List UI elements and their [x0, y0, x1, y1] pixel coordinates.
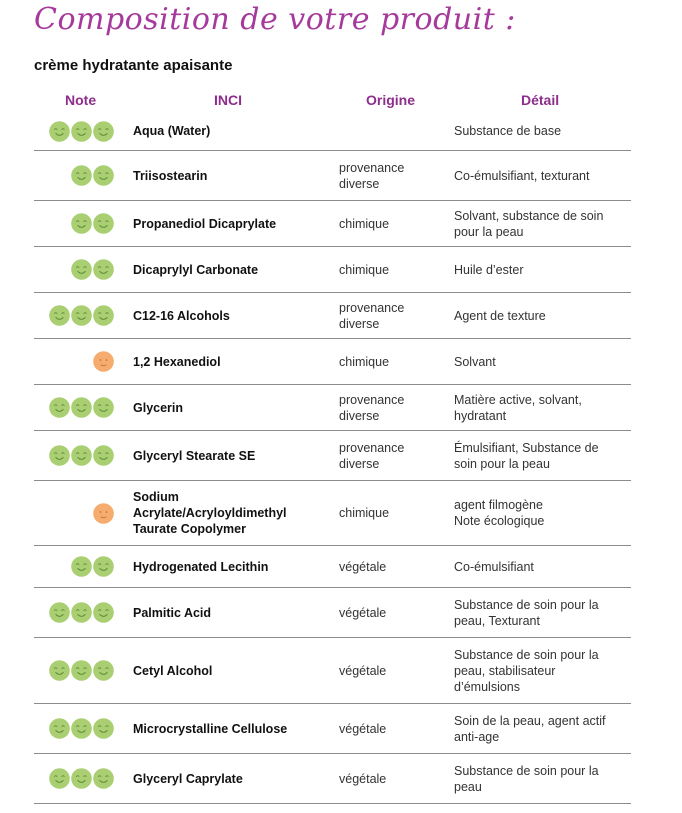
origine-cell: [339, 385, 439, 430]
good-face-icon: [71, 556, 92, 577]
inci-cell: [133, 385, 323, 430]
good-face-icon: [49, 768, 70, 789]
detail-cell-text: Matière active, solvant, hydratant: [454, 392, 582, 423]
origine-cell: [339, 704, 439, 753]
inci-cell: [133, 588, 323, 637]
neutral-face-icon: [93, 351, 114, 372]
origine-cell: [339, 293, 439, 338]
good-face-icon: [93, 305, 114, 326]
origine-cell: [339, 151, 439, 200]
origine-cell-text: provenance diverse: [339, 440, 405, 471]
inci-cell: [133, 546, 323, 587]
table-row: [34, 201, 631, 247]
header-detail: Détail: [521, 92, 560, 108]
inci-cell-text: Glycerin: [133, 400, 184, 415]
rating-cell: [34, 754, 114, 803]
detail-cell-text: Substance de base: [454, 124, 562, 138]
good-face-icon: [71, 718, 92, 739]
good-face-icon: [93, 718, 114, 739]
inci-cell-text: Cetyl Alcohol: [133, 663, 213, 678]
inci-cell: [133, 151, 323, 200]
good-face-icon: [71, 660, 92, 681]
origine-cell: [339, 112, 439, 150]
origine-cell: [339, 588, 439, 637]
table-row: [34, 704, 631, 754]
table-row: [34, 385, 631, 431]
detail-cell: [454, 112, 619, 150]
page-title: Composition de votre produit :: [34, 2, 516, 37]
rating-cell: [34, 201, 114, 246]
detail-cell-text: Co-émulsifiant: [454, 559, 534, 574]
origine-cell-text: provenance diverse: [339, 160, 405, 191]
origine-cell: [339, 754, 439, 803]
inci-cell: [133, 754, 323, 803]
detail-cell-text: Huile d’ester: [454, 262, 524, 277]
inci-cell-text: C12-16 Alcohols: [133, 308, 230, 323]
good-face-icon: [49, 718, 70, 739]
detail-cell: [454, 293, 619, 338]
table-row: [34, 754, 631, 804]
good-face-icon: [49, 602, 70, 623]
good-face-icon: [93, 556, 114, 577]
ingredients-table: [34, 112, 631, 804]
origine-cell: [339, 339, 439, 384]
rating-cell: [34, 431, 114, 480]
detail-cell: [454, 546, 619, 587]
detail-cell: [454, 151, 619, 200]
rating-cell: [34, 638, 114, 703]
good-face-icon: [49, 121, 70, 142]
rating-cell: [34, 112, 114, 150]
detail-cell-text: Co-émulsifiant, texturant: [454, 168, 590, 183]
good-face-icon: [71, 397, 92, 418]
origine-cell-text: chimique: [339, 216, 390, 231]
inci-cell-text: Triisostearin: [133, 168, 208, 183]
table-row: [34, 431, 631, 481]
good-face-icon: [71, 121, 92, 142]
header-note: Note: [65, 92, 97, 108]
inci-cell-text: Aqua (Water): [133, 124, 211, 138]
good-face-icon: [71, 259, 92, 280]
inci-cell: [133, 247, 323, 292]
detail-cell-text: Soin de la peau, agent actif anti-age: [454, 713, 606, 744]
detail-cell-text: Agent de texture: [454, 308, 546, 323]
inci-cell-text: Palmitic Acid: [133, 605, 212, 620]
detail-cell-text: Substance de soin pour la peau, stabilisateur d’émulsions: [454, 647, 599, 694]
rating-cell: [34, 481, 114, 545]
origine-cell-text: provenance diverse: [339, 392, 405, 423]
inci-cell-text: Sodium Acrylate/Acryloyldimethyl Taurate Copolymer: [133, 490, 287, 536]
inci-cell-text: Dicaprylyl Carbonate: [133, 262, 259, 277]
header-origine: Origine: [366, 92, 416, 108]
origine-cell-text: végétale: [339, 663, 387, 678]
detail-cell-text: Émulsifiant, Substance de soin pour la peau: [454, 440, 599, 471]
good-face-icon: [71, 213, 92, 234]
detail-cell: [454, 431, 619, 480]
origine-cell: [339, 247, 439, 292]
good-face-icon: [93, 121, 114, 142]
good-face-icon: [49, 660, 70, 681]
table-row: [34, 481, 631, 546]
origine-cell: [339, 201, 439, 246]
neutral-face-icon: [93, 503, 114, 524]
origine-cell: [339, 546, 439, 587]
table-row: [34, 293, 631, 339]
origine-cell: [339, 431, 439, 480]
inci-cell: [133, 112, 323, 150]
table-row: [34, 112, 631, 151]
table-row: [34, 546, 631, 588]
origine-cell-text: végétale: [339, 721, 387, 736]
inci-cell: [133, 201, 323, 246]
origine-cell: [339, 638, 439, 703]
rating-cell: [34, 588, 114, 637]
origine-cell-text: chimique: [339, 354, 390, 369]
inci-cell: [133, 704, 323, 753]
good-face-icon: [71, 305, 92, 326]
good-face-icon: [93, 445, 114, 466]
product-name: crème hydratante apaisante: [34, 57, 233, 74]
inci-cell: [133, 339, 323, 384]
origine-cell-text: chimique: [339, 262, 390, 277]
detail-cell: [454, 481, 619, 545]
origine-cell: [339, 481, 439, 545]
inci-cell: [133, 431, 323, 480]
detail-cell-text: Substance de soin pour la peau: [454, 763, 599, 794]
rating-cell: [34, 385, 114, 430]
rating-cell: [34, 704, 114, 753]
good-face-icon: [49, 305, 70, 326]
origine-cell-text: végétale: [339, 605, 387, 620]
good-face-icon: [93, 660, 114, 681]
good-face-icon: [49, 397, 70, 418]
inci-cell: [133, 638, 323, 703]
inci-cell-text: 1,2 Hexanediol: [133, 354, 221, 369]
good-face-icon: [93, 213, 114, 234]
detail-cell-text: Solvant: [454, 354, 496, 369]
detail-cell: [454, 638, 619, 703]
good-face-icon: [93, 602, 114, 623]
detail-cell: [454, 201, 619, 246]
header-inci: INCI: [214, 92, 242, 108]
good-face-icon: [93, 768, 114, 789]
table-row: [34, 588, 631, 638]
detail-cell: [454, 754, 619, 803]
detail-cell-text: Substance de soin pour la peau, Texturant: [454, 597, 599, 628]
good-face-icon: [71, 445, 92, 466]
origine-cell-text: végétale: [339, 771, 387, 786]
origine-cell-text: provenance diverse: [339, 300, 405, 331]
detail-cell: [454, 704, 619, 753]
table-row: [34, 247, 631, 293]
good-face-icon: [93, 397, 114, 418]
inci-cell-text: Microcrystalline Cellulose: [133, 721, 288, 736]
rating-cell: [34, 546, 114, 587]
origine-cell-text: végétale: [339, 559, 387, 574]
detail-cell: [454, 339, 619, 384]
good-face-icon: [93, 165, 114, 186]
inci-cell-text: Glyceryl Stearate SE: [133, 448, 256, 463]
inci-cell-text: Hydrogenated Lecithin: [133, 559, 269, 574]
table-header: [34, 89, 631, 111]
rating-cell: [34, 151, 114, 200]
good-face-icon: [71, 768, 92, 789]
table-row: [34, 638, 631, 704]
table-row: [34, 339, 631, 385]
detail-cell-text: agent filmogène Note écologique: [454, 498, 545, 528]
rating-cell: [34, 339, 114, 384]
inci-cell-text: Propanediol Dicaprylate: [133, 216, 277, 231]
rating-cell: [34, 247, 114, 292]
good-face-icon: [71, 602, 92, 623]
good-face-icon: [71, 165, 92, 186]
inci-cell: [133, 481, 323, 545]
detail-cell: [454, 247, 619, 292]
rating-cell: [34, 293, 114, 338]
detail-cell: [454, 588, 619, 637]
origine-cell-text: chimique: [339, 506, 390, 520]
inci-cell: [133, 293, 323, 338]
table-row: [34, 151, 631, 201]
good-face-icon: [93, 259, 114, 280]
detail-cell-text: Solvant, substance de soin pour la peau: [454, 208, 604, 239]
inci-cell-text: Glyceryl Caprylate: [133, 771, 243, 786]
detail-cell: [454, 385, 619, 430]
good-face-icon: [49, 445, 70, 466]
